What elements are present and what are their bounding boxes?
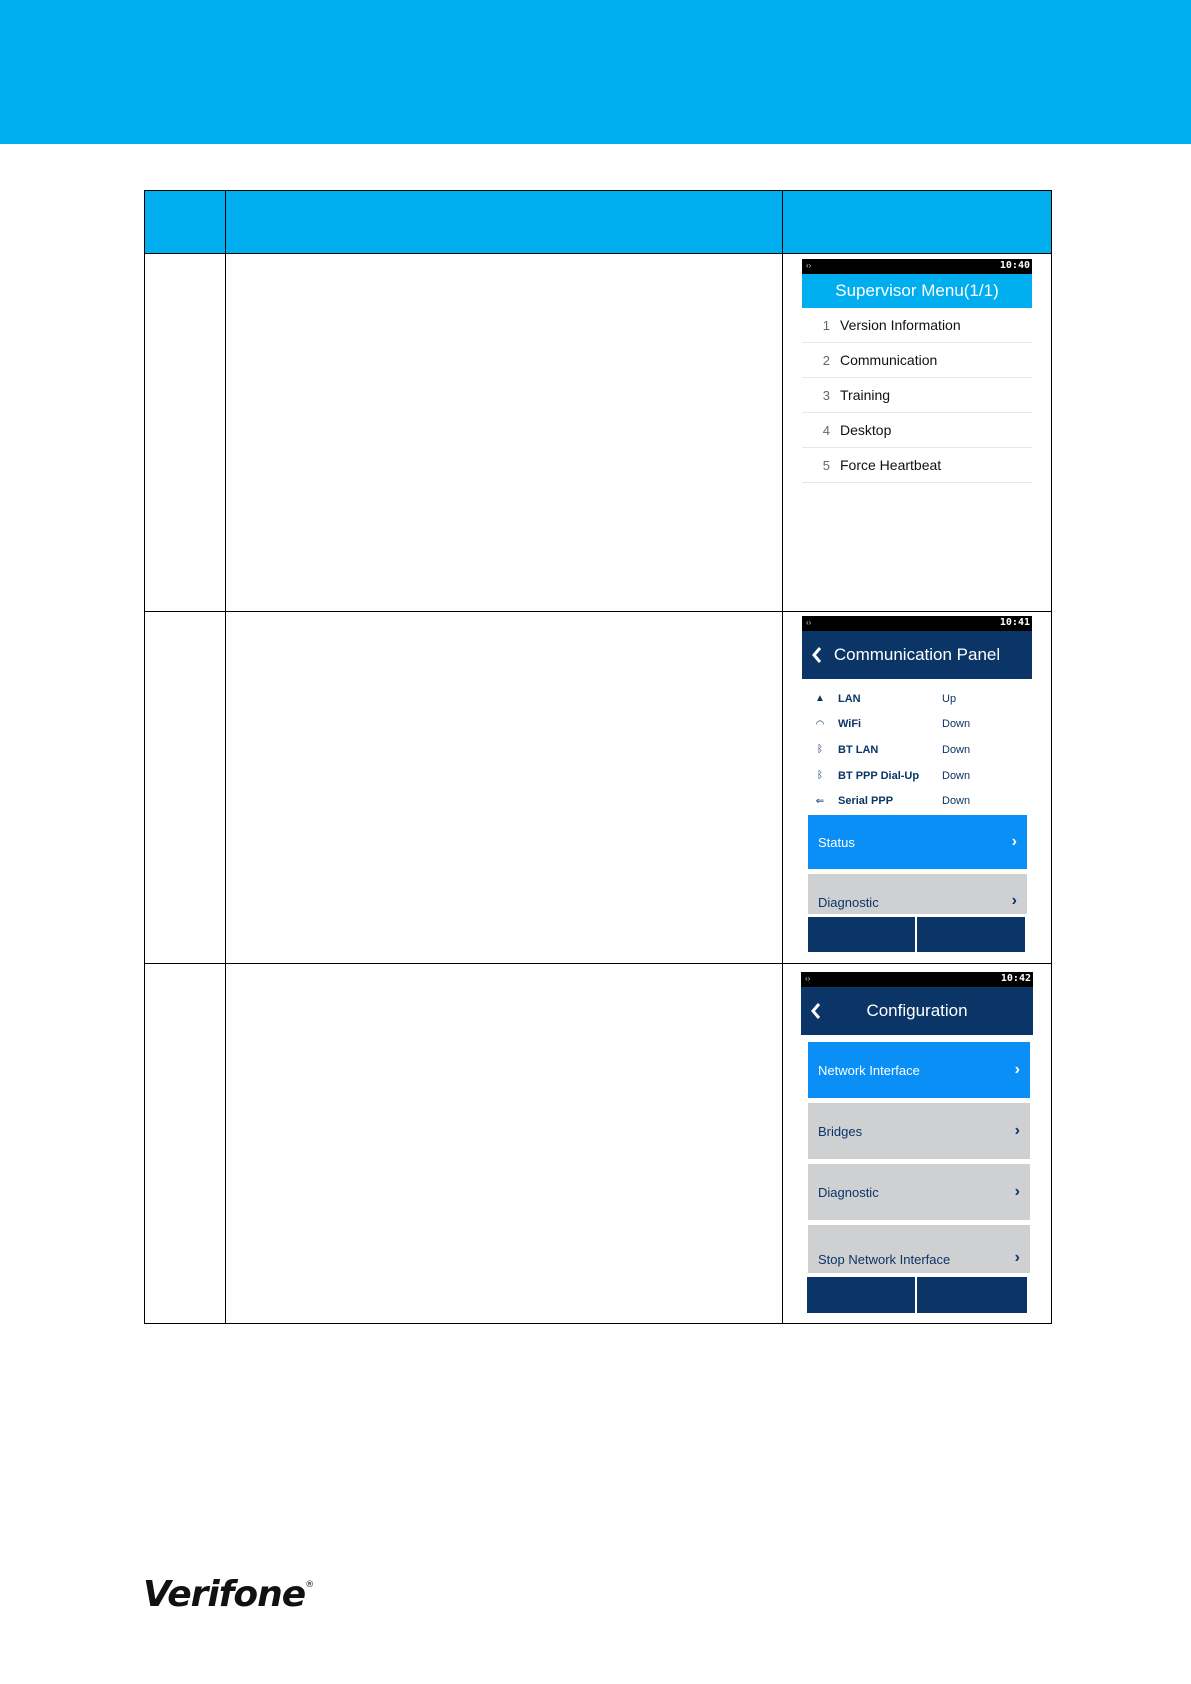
screen-title-bar	[801, 987, 1033, 1035]
stop-network-interface-button[interactable]	[808, 1225, 1030, 1273]
menu-item-label: Force Heartbeat	[840, 457, 942, 473]
interface-name: BT PPP Dial-Up	[838, 769, 920, 782]
row-divider	[145, 611, 1051, 612]
interface-status: Down	[942, 769, 971, 782]
menu-item-number: 5	[822, 457, 830, 473]
menu-item-label: Desktop	[840, 422, 892, 438]
interface-status: Down	[942, 743, 971, 756]
menu-item-number: 4	[822, 422, 830, 438]
bridges-button[interactable]	[808, 1103, 1030, 1159]
interface-row-wifi	[802, 712, 1032, 738]
wifi-icon: ◠	[815, 718, 825, 730]
menu-item-training[interactable]	[802, 378, 1032, 413]
back-arrow-icon[interactable]	[810, 645, 824, 665]
diagnostic-label: Diagnostic	[818, 1184, 879, 1200]
interface-row-lan	[802, 686, 1032, 712]
table-header-row	[145, 191, 1051, 254]
diagnostic-button[interactable]	[808, 874, 1027, 914]
menu-item-number: 1	[822, 317, 830, 333]
chevron-right-icon: ›	[1014, 1122, 1020, 1139]
status-time: 10:42	[1000, 973, 1031, 984]
menu-item-label: Communication	[840, 352, 938, 368]
diagnostic-button[interactable]	[808, 1164, 1030, 1220]
bluetooth-icon: ᛒ	[817, 770, 823, 782]
signal-icon: ‹›	[806, 261, 812, 270]
chevron-right-icon: ›	[1011, 833, 1017, 850]
softkey-left[interactable]	[808, 917, 915, 952]
logo-text: Verifone	[143, 1574, 306, 1615]
screen-title: Communication Panel	[833, 645, 1001, 664]
menu-item-label: Version Information	[840, 317, 961, 333]
menu-item-version-information[interactable]	[802, 308, 1032, 343]
network-interface-button[interactable]	[808, 1042, 1030, 1098]
supervisor-menu-list	[802, 308, 1032, 483]
menu-item-communication[interactable]	[802, 343, 1032, 378]
status-bar	[801, 972, 1033, 987]
status-button[interactable]	[808, 815, 1027, 869]
screen-title: Supervisor Menu(1/1)	[802, 274, 1032, 308]
interface-row-bt-lan	[802, 737, 1032, 763]
diagnostic-button-label: Diagnostic	[818, 895, 879, 910]
interface-status: Down	[942, 718, 971, 731]
usb-icon: ⇐	[815, 795, 825, 807]
interface-name: LAN	[838, 692, 861, 705]
status-time: 10:40	[999, 260, 1030, 271]
signal-icon: ‹›	[806, 618, 812, 627]
verifone-logo	[143, 1574, 313, 1615]
menu-item-label: Training	[840, 387, 891, 403]
interface-name: BT LAN	[838, 743, 879, 756]
column-divider	[782, 191, 783, 1323]
interface-list	[802, 686, 1032, 814]
back-arrow-icon[interactable]	[809, 1001, 823, 1021]
interface-row-bt-ppp-dial-up	[802, 763, 1032, 789]
status-button-label: Status	[818, 834, 855, 850]
status-bar	[802, 259, 1032, 274]
status-bar	[802, 616, 1032, 631]
softkey-right[interactable]	[917, 1277, 1027, 1313]
interface-name: Serial PPP	[838, 795, 894, 808]
interface-name: WiFi	[838, 718, 862, 731]
column-divider	[225, 191, 226, 1323]
network-icon: ▲	[815, 693, 825, 705]
header-band	[0, 0, 1191, 144]
bluetooth-icon: ᛒ	[817, 744, 823, 756]
menu-item-number: 3	[822, 387, 830, 403]
configuration-screen	[801, 972, 1033, 1314]
chevron-right-icon: ›	[1014, 1249, 1020, 1266]
screen-title: Configuration	[866, 1001, 968, 1020]
signal-icon: ‹›	[805, 974, 811, 983]
chevron-right-icon: ›	[1014, 1061, 1020, 1078]
interface-status: Up	[942, 692, 957, 705]
supervisor-menu-screen	[802, 259, 1032, 489]
menu-item-force-heartbeat[interactable]	[802, 448, 1032, 483]
softkey-right[interactable]	[917, 917, 1025, 952]
status-time: 10:41	[999, 617, 1030, 628]
row-divider	[145, 963, 1051, 964]
menu-item-number: 2	[822, 352, 830, 368]
chevron-right-icon: ›	[1014, 1183, 1020, 1200]
communication-panel-screen	[802, 616, 1032, 952]
softkey-left[interactable]	[807, 1277, 915, 1313]
steps-table	[144, 190, 1052, 1324]
network-interface-label: Network Interface	[818, 1062, 920, 1078]
registered-mark: ®	[305, 1580, 314, 1590]
screen-title-bar	[802, 631, 1032, 679]
interface-row-serial-ppp	[802, 788, 1032, 814]
menu-item-desktop[interactable]	[802, 413, 1032, 448]
chevron-right-icon: ›	[1011, 892, 1017, 909]
bridges-label: Bridges	[818, 1123, 863, 1139]
stop-network-interface-label: Stop Network Interface	[818, 1252, 951, 1267]
interface-status: Down	[942, 795, 971, 808]
